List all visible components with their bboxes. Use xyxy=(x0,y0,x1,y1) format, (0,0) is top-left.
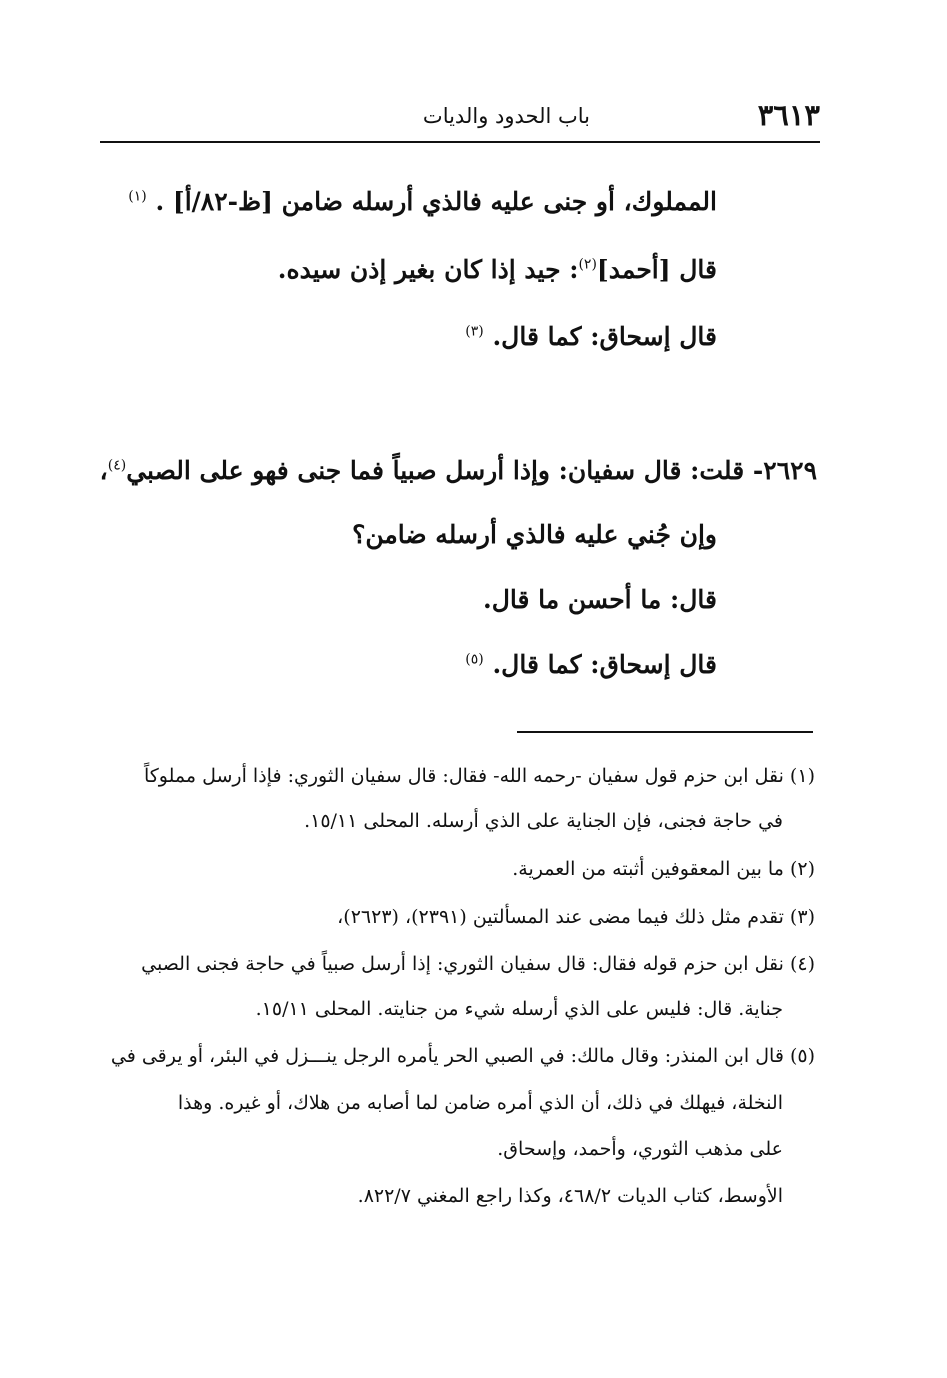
footnote-3: (٣) تقدم مثل ذلك فيما مضى عند المسألتين (٢٣٩١)، (٢٦٢٣)، xyxy=(337,906,815,928)
footnote-2: (٢) ما بين المعقوفين أثبته من العمرية. xyxy=(512,858,815,880)
footnote-ref: (٥) xyxy=(465,651,484,668)
body-text: قال [أحمد] xyxy=(596,255,717,284)
body-line-6 xyxy=(483,580,717,620)
footnote-ref: (١) xyxy=(128,188,147,205)
body-text: وإن جُني عليه فالذي أرسله ضامن؟ xyxy=(352,520,717,549)
body-line-7 xyxy=(465,645,717,685)
question-number: ٢٦٢٩- xyxy=(752,456,817,485)
footnote-4-line-1: (٤) نقل ابن حزم قوله فقال: قال سفيان الثوري: إذا أرسل صبياً في حاجة فجنى الصبي xyxy=(141,953,815,975)
footnote-ref: (٢) xyxy=(578,256,597,273)
footnote-1-line-2: في حاجة فجنى، فإن الجناية على الذي أرسله. المحلى ١٥/١١. xyxy=(304,810,783,832)
footnote-5-line-1: (٥) قال ابن المنذر: وقال مالك: في الصبي الحر يأمره الرجل ينـــزل في البئر، أو يرقى في xyxy=(110,1045,815,1067)
footnote-1-line-1: (١) نقل ابن حزم قول سفيان -رحمه الله- فقال: قال سفيان الثوري: فإذا أرسل مملوكاً xyxy=(143,765,815,787)
footnote-5-line-4: الأوسط، كتاب الديات ٤٦٨/٢، وكذا راجع المغني ٨٢٢/٧. xyxy=(357,1185,783,1207)
footnote-5-line-2: النخلة، فيهلك في ذلك، أن الذي أمره ضامن لما أصابه من هلاك، أو غيره. وهذا xyxy=(177,1092,783,1114)
body-text: ، xyxy=(99,456,108,485)
footnote-rule xyxy=(517,731,813,733)
body-text: قال إسحاق: كما قال. xyxy=(492,650,717,679)
body-line-1 xyxy=(128,182,717,222)
body-text: المملوك، أو جنى عليه فالذي أرسله ضامن [ظ-٨٢/أ] . xyxy=(155,187,717,216)
chapter-title: باب الحدود والديات xyxy=(422,104,590,128)
body-text: قال إسحاق: كما قال. xyxy=(492,322,717,351)
footnote-ref: (٣) xyxy=(465,323,484,340)
body-text: قال: ما أحسن ما قال. xyxy=(483,585,717,614)
footnote-ref: (٤) xyxy=(107,457,127,474)
body-line-5 xyxy=(352,515,717,555)
body-line-2 xyxy=(278,250,717,290)
body-text: قلت: قال سفيان: وإذا أرسل صبياً فما جنى فهو على الصبي xyxy=(126,456,745,485)
footnote-5-line-3: على مذهب الثوري، وأحمد، وإسحاق. xyxy=(497,1138,783,1160)
running-head xyxy=(100,92,820,138)
body-text: : جيد إذا كان بغير إذن سيده. xyxy=(277,255,579,284)
footnote-4-line-2: جناية. قال: فليس على الذي أرسله شيء من جنايته. المحلى ١٥/١١. xyxy=(255,998,783,1020)
header-rule xyxy=(100,141,820,143)
page-number: ٣٦١٣ xyxy=(757,98,820,132)
body-line-3 xyxy=(465,317,717,357)
body-line-4 xyxy=(100,451,817,491)
